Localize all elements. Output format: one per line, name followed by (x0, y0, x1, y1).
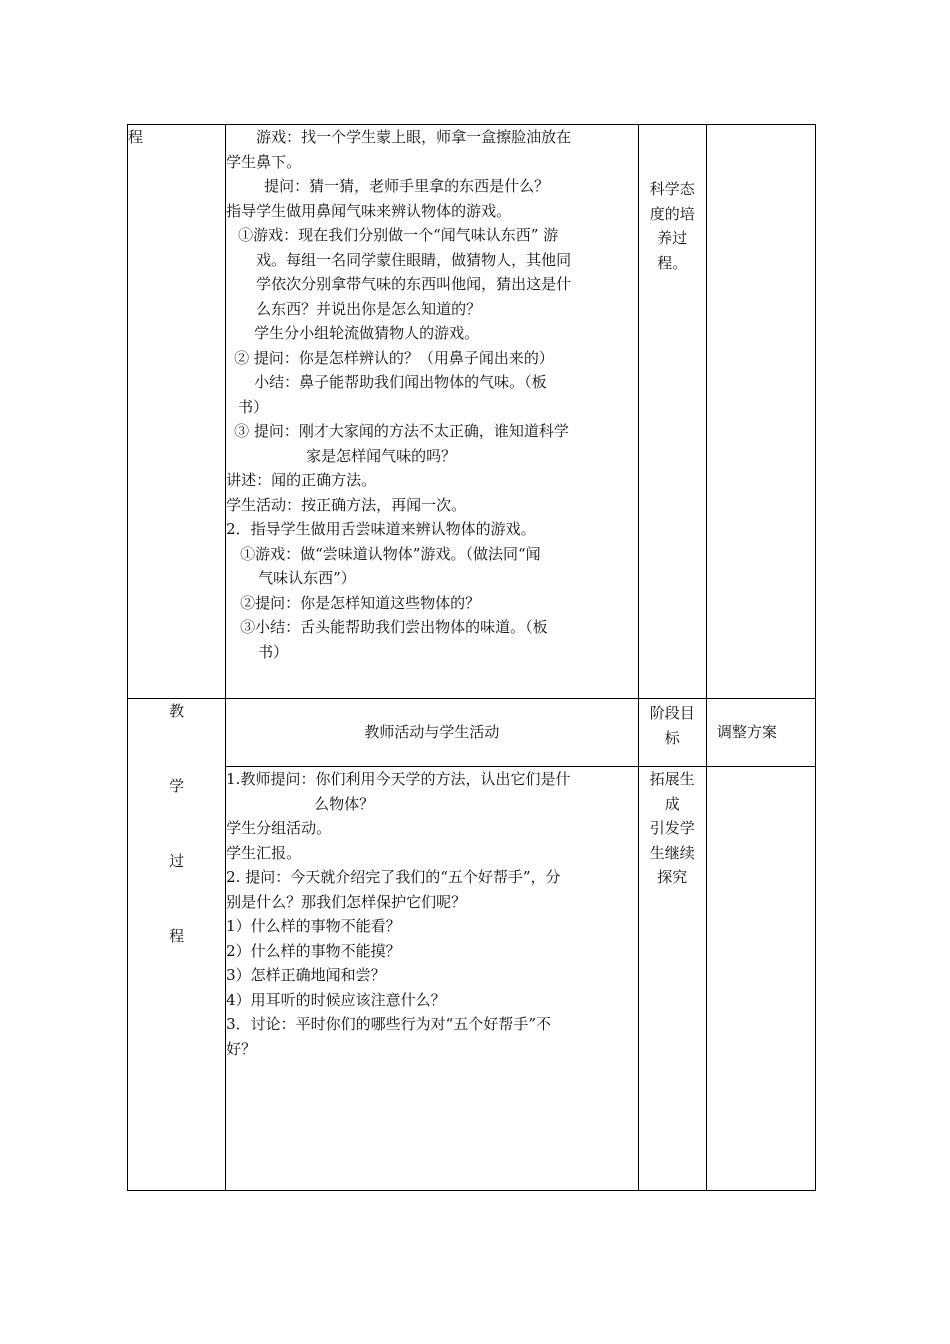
activity-line: 学生汇报。 (226, 843, 302, 862)
activity-line: 戏。每组一名同学蒙住眼睛，做猜物人，其他同 (256, 250, 572, 269)
header-goal-line: 标 (664, 728, 680, 747)
stage-goal-cell (638, 767, 706, 1191)
lesson-plan-table (127, 124, 816, 1191)
goal-line: 程。 (657, 253, 688, 272)
activity-line: 1）什么样的事物不能看？ (226, 917, 401, 935)
section-header-row (128, 699, 816, 767)
header-activity (226, 699, 639, 767)
activity-line: ③ 提问：刚才大家闻的方法不太正确，谁知道科学 (234, 422, 569, 440)
activity-line: 3）怎样正确地闻和尝？ (226, 966, 386, 984)
activity-line: ②提问：你是怎样知道这些物体的？ (240, 593, 481, 612)
header-goal-line: 阶段目 (649, 704, 695, 722)
goal-line: 探究 (657, 868, 688, 886)
header-activity-label: 教师活动与学生活动 (364, 723, 500, 742)
activity-line: ①游戏：现在我们分别做一个“闻气味认东西” 游 (238, 226, 559, 244)
process-row-continued (128, 125, 816, 699)
goal-line: 科学态 (649, 180, 695, 198)
activity-line: 提问：猜一猜，老师手里拿的东西是什么？ (264, 177, 550, 195)
activity-line: 2．指导学生做用舌尝味道来辨认物体的游戏。 (226, 520, 536, 538)
stage-char: 过 (169, 852, 185, 870)
goal-line: 生继续 (649, 843, 695, 862)
stage-goal-cell (638, 125, 706, 699)
activity-line: 么物体？ (314, 794, 375, 813)
header-adjust-label: 调整方案 (716, 723, 777, 742)
activity-cell (226, 125, 639, 699)
activity-line: ①游戏：做“尝味道认物体”游戏。（做法同“闻 (240, 544, 541, 563)
activity-line: ② 提问：你是怎样辨认的？（用鼻子闻出来的） (234, 348, 554, 367)
activity-line: 小结：鼻子能帮助我们闻出物体的气味。（板 (254, 373, 547, 391)
activity-line: 学生鼻下。 (226, 152, 302, 171)
goal-line: 养过 (657, 229, 688, 247)
activity-line: 家是怎样闻气味的吗？ (306, 446, 457, 465)
stage-char: 学 (169, 777, 185, 795)
activity-line: 3．讨论：平时你们的哪些行为对“五个好帮手”不 (226, 1015, 552, 1033)
activity-line: 书） (258, 642, 289, 661)
activity-line: ③小结：舌头能帮助我们尝出物体的味道。（板 (240, 618, 548, 636)
adjust-plan-cell (706, 125, 815, 699)
activity-line: 学生分组活动。 (226, 819, 332, 837)
stage-char: 教 (169, 702, 185, 720)
activity-line: 指导学生做用鼻闻气味来辨认物体的游戏。 (226, 201, 512, 220)
goal-line: 成 (664, 794, 680, 813)
stage-label-vertical-cell (128, 699, 226, 1191)
activity-line: 讲述：闻的正确方法。 (226, 471, 377, 489)
activity-line: 1.教师提问：你们利用今天学的方法，认出它们是什 (226, 770, 571, 788)
stage-label: 程 (128, 128, 144, 146)
stage-char: 程 (169, 927, 185, 945)
activity-line: 别是什么？那我们怎样保护它们呢？ (226, 892, 467, 911)
goal-line: 度的培 (649, 204, 695, 223)
adjust-plan-cell (706, 767, 815, 1191)
activity-line: 学依次分别拿带气味的东西叫他闻，猜出这是什 (256, 275, 572, 293)
activity-line: 学生活动：按正确方法，再闻一次。 (226, 495, 467, 514)
stage-label-cell (128, 125, 226, 699)
goal-line: 引发学 (649, 819, 695, 837)
activity-cell (226, 767, 639, 1191)
extension-row (128, 767, 816, 1191)
activity-line: 2. 提问：今天就介绍完了我们的“五个好帮手”，分 (226, 868, 561, 886)
activity-line: 么东西？并说出你是怎么知道的？ (256, 299, 482, 318)
activity-line: 4）用耳听的时候应该注意什么？ (226, 990, 446, 1009)
goal-line: 拓展生 (649, 770, 695, 788)
header-goal (638, 699, 706, 767)
activity-line: 好？ (226, 1039, 257, 1058)
activity-line: 书） (238, 397, 269, 416)
activity-line: 气味认东西”） (258, 569, 356, 587)
header-adjust (706, 699, 815, 767)
activity-line: 2）什么样的事物不能摸？ (226, 941, 401, 960)
activity-line: 游戏：找一个学生蒙上眼，师拿一盒擦脸油放在 (256, 128, 572, 146)
activity-line: 学生分小组轮流做猜物人的游戏。 (254, 324, 480, 342)
